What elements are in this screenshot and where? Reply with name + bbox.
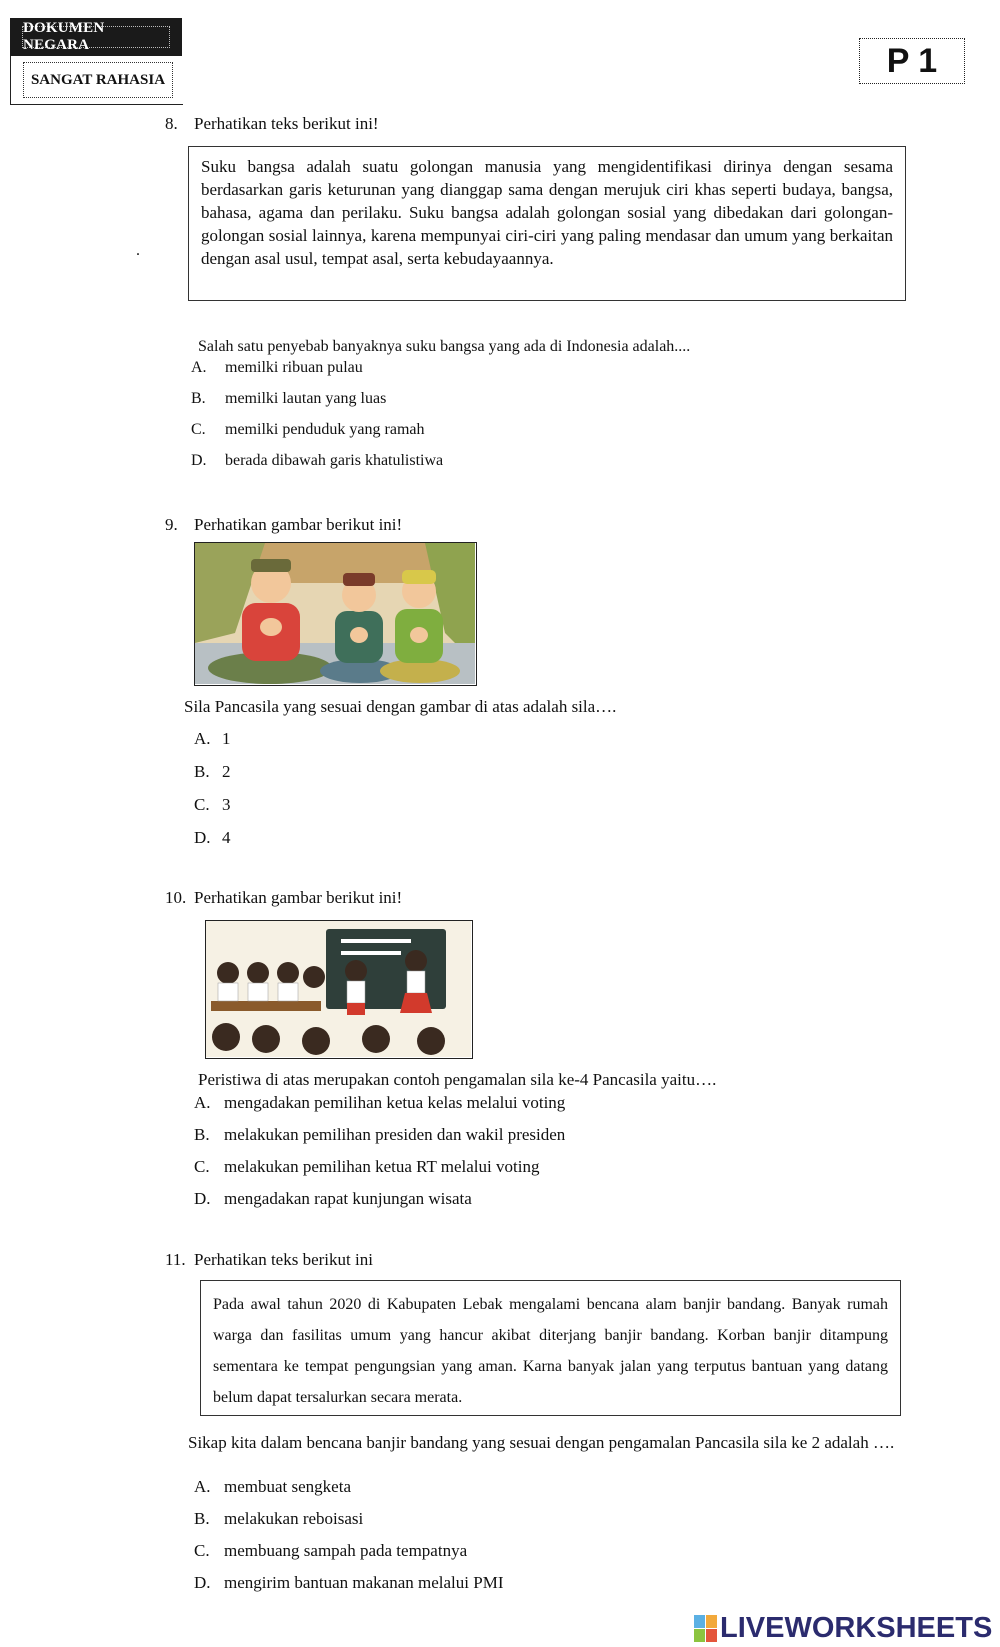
q11-option-c[interactable] — [194, 1541, 467, 1561]
classroom-vote-illustration — [205, 920, 473, 1059]
option-text: membuat sengketa — [224, 1477, 351, 1496]
option-text: mengirim bantuan makanan melalui PMI — [224, 1573, 504, 1592]
option-letter: D. — [194, 1189, 211, 1208]
praying-children-illustration — [194, 542, 477, 686]
liveworksheets-icon — [694, 1615, 718, 1643]
liveworksheets-logo[interactable] — [694, 1612, 992, 1645]
sangat-rahasia-label: SANGAT RAHASIA — [23, 62, 173, 98]
q8-question: Salah satu penyebab banyaknya suku bangsa yang ada di Indonesia adalah.... — [198, 338, 691, 355]
option-letter: C. — [194, 1157, 210, 1176]
option-letter: A. — [194, 1477, 211, 1496]
option-letter: C. — [194, 795, 210, 814]
q11-option-d[interactable] — [194, 1573, 504, 1593]
q8-option-b[interactable] — [191, 390, 386, 408]
q10-option-c[interactable] — [194, 1157, 539, 1177]
q11-option-a[interactable] — [194, 1477, 351, 1497]
q11-option-b[interactable] — [194, 1509, 363, 1529]
option-text: 4 — [222, 828, 231, 847]
q9-option-b[interactable] — [194, 762, 231, 782]
q11-passage-box — [200, 1280, 901, 1416]
q8-option-a[interactable] — [191, 359, 363, 377]
header-stamp-bottom — [10, 56, 183, 105]
option-letter: B. — [191, 390, 206, 407]
liveworksheets-wordmark: LIVEWORKSHEETS — [720, 1612, 993, 1644]
option-text: 2 — [222, 762, 231, 781]
q8-option-c[interactable] — [191, 421, 425, 439]
option-letter: A. — [194, 729, 211, 748]
option-letter: C. — [191, 421, 206, 438]
option-text: mengadakan rapat kunjungan wisata — [224, 1189, 472, 1208]
option-letter: A. — [191, 359, 207, 376]
option-letter: D. — [191, 452, 207, 469]
q8-passage-box — [188, 146, 906, 301]
q10-number: 10. — [165, 888, 187, 907]
page-code-box: P 1 — [859, 38, 965, 84]
option-letter: D. — [194, 1573, 211, 1592]
q11-passage-text: Pada awal tahun 2020 di Kabupaten Lebak mengalami bencana alam banjir bandang. Banyak rumah warga dan fasilitas umum yang hancur akibat diterjang banjir bandang. Korban banjir ditampung sementara ke tempat pengungsian yang aman. Karna banyak jalan yang terputus bantuan yang datang belum dapat tersalurkan secara merata. — [213, 1296, 888, 1406]
option-text: membuang sampah pada tempatnya — [224, 1541, 468, 1560]
header-stamp-top — [10, 18, 182, 56]
option-text: 1 — [222, 729, 231, 748]
q8-passage-text: Suku bangsa adalah suatu golongan manusia yang mengidentifikasi dirinya dengan sesama berdasarkan garis keturunan yang dianggap sama dengan merujuk ciri khas seperti budaya, bangsa, bahasa, agama dan perilaku. Suku bangsa adalah golongan sosial yang dibedakan dari golongan-golongan sosial lainnya, karena mempunyai ciri-ciri yang paling mendasar dan umum yang berkaitan dengan asal usul, tempat asal, serta kebudayaannya. — [201, 157, 893, 268]
classroom-scene-svg — [206, 921, 471, 1057]
q8-number: 8. — [165, 114, 178, 133]
q9-option-d[interactable] — [194, 828, 231, 848]
q9-option-c[interactable] — [194, 795, 231, 815]
option-letter: C. — [194, 1541, 210, 1560]
q10-question: Peristiwa di atas merupakan contoh pengamalan sila ke-4 Pancasila yaitu…. — [198, 1070, 717, 1089]
option-text: berada dibawah garis khatulistiwa — [225, 452, 444, 469]
q10-option-a[interactable] — [194, 1093, 565, 1113]
q11-prompt: Perhatikan teks berikut ini — [194, 1250, 373, 1269]
q9-question: Sila Pancasila yang sesuai dengan gambar di atas adalah sila…. — [184, 697, 617, 716]
praying-scene-svg — [195, 543, 475, 684]
q9-prompt: Perhatikan gambar berikut ini! — [194, 515, 403, 534]
option-text: melakukan reboisasi — [224, 1509, 364, 1528]
q8-prompt: Perhatikan teks berikut ini! — [194, 114, 379, 133]
q11-question: Sikap kita dalam bencana banjir bandang yang sesuai dengan pengamalan Pancasila sila ke 2 adalah …. — [188, 1433, 895, 1452]
dokumen-negara-label: DOKUMEN NEGARA — [22, 26, 170, 48]
stray-dot: . — [136, 242, 140, 259]
option-text: melakukan pemilihan ketua RT melalui voting — [224, 1157, 540, 1176]
option-letter: B. — [194, 762, 210, 781]
option-letter: A. — [194, 1093, 211, 1112]
option-letter: B. — [194, 1125, 210, 1144]
option-letter: D. — [194, 828, 211, 847]
option-text: memilki lautan yang luas — [225, 390, 387, 407]
option-letter: B. — [194, 1509, 210, 1528]
option-text: mengadakan pemilihan ketua kelas melalui voting — [224, 1093, 566, 1112]
q10-option-b[interactable] — [194, 1125, 565, 1145]
option-text: melakukan pemilihan presiden dan wakil presiden — [224, 1125, 566, 1144]
q9-option-a[interactable] — [194, 729, 231, 749]
option-text: memilki penduduk yang ramah — [225, 421, 425, 438]
q8-option-d[interactable] — [191, 452, 443, 470]
option-text: memilki ribuan pulau — [225, 359, 363, 376]
q11-number: 11. — [165, 1250, 186, 1269]
option-text: 3 — [222, 795, 231, 814]
q10-option-d[interactable] — [194, 1189, 472, 1209]
q10-prompt: Perhatikan gambar berikut ini! — [194, 888, 403, 907]
q9-number: 9. — [165, 515, 178, 534]
